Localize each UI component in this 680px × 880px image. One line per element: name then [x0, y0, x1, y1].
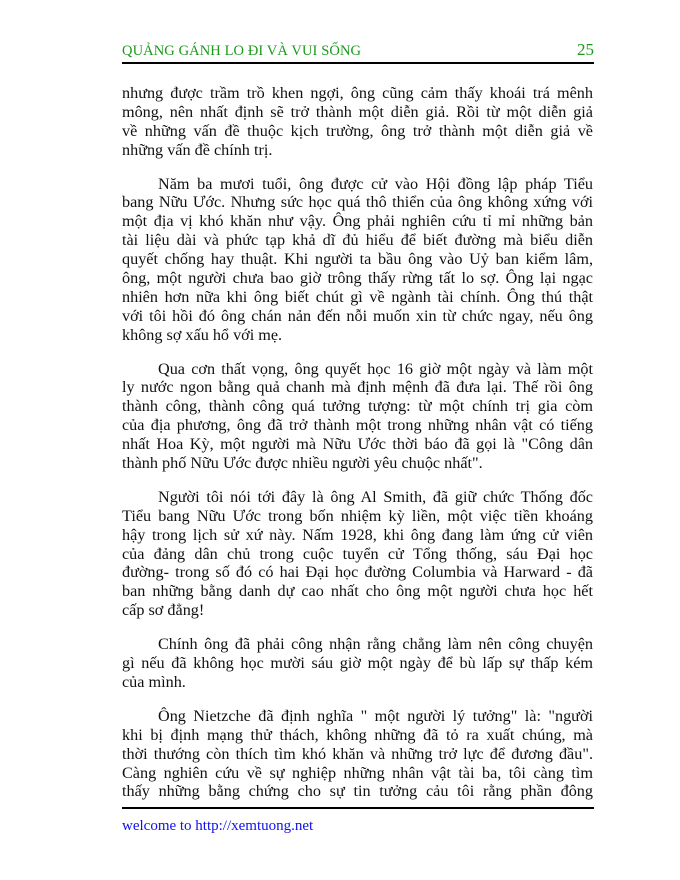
text-line: về những vấn đề thuộc kịch trường, ông trở thành một diễn giả về	[122, 121, 593, 140]
text-line: ly nước ngon bằng quả chanh mà định mệnh đã đưa lại. Thế rồi ông	[122, 378, 593, 397]
text-line: không sợ xấu hổ với mẹ.	[122, 325, 283, 344]
text-line: nhưng được trầm trồ khen ngợi, ông cũng cảm thấy khoái trá mênh	[122, 84, 593, 102]
text-line: của đảng dân chủ trong cuộc tuyển cử Tổng thống, sáu Đại học	[122, 544, 593, 563]
text-line: của địa phương, ông đã trở thành một trong những nhân vật có tiếng	[122, 416, 593, 435]
text-line: cấp sơ đẳng!	[122, 601, 205, 620]
text-line: tài liệu dài và phức tạp khả dĩ đủ hiểu để biết đường mà biểu diễn	[122, 231, 593, 250]
text-line: nhiên hơn nữa khi ông biết chút gì về ngành tài chính. Ông thú thật	[122, 287, 593, 306]
text-line: quyết chống hay thuật. Khi người ta bầu ông vào Uỷ ban kiểm lâm,	[122, 250, 593, 269]
text-line: Ông Nietzche đã định nghĩa " một người lý tưởng" là: "người	[158, 706, 593, 725]
footer-rule	[122, 807, 594, 809]
text-line: nhất Hoa Kỳ, một người mà Nữu Ước thời báo đã gọi là "Công dân	[122, 435, 593, 454]
text-line: bang Nữu Ước. Nhưng sức học quá thô thiển của ông không xứng với	[122, 193, 593, 212]
text-line: thấy những bằng chứng cho sự tin tưởng cảu tôi rằng phần đông	[122, 782, 593, 801]
text-line: với tôi hồi đó ông chán nản đến nỗi muốn xin từ chức ngay, nếu ông	[122, 306, 593, 325]
text-line: Người tôi nói tới đây là ông Al Smith, đã giữ chức Thống đốc	[158, 487, 593, 506]
text-line: Càng nghiên cứu về sự nghiệp những nhân vật tài ba, tôi càng tìm	[122, 763, 593, 782]
text-line: Chính ông đã phải công nhận rằng chẳng làm nên công chuyện	[158, 635, 593, 654]
text-line: ban những bằng danh dự cao nhất cho ông một người chưa học hết	[122, 582, 593, 601]
text-line: Qua cơn thất vọng, ông quyết học 16 giờ một ngày và làm một	[158, 359, 593, 378]
paragraph	[122, 707, 593, 801]
text-line: thành công, thành công quá tưởng tượng: từ một chính trị gia còm	[122, 397, 593, 416]
text-line: gì nếu đã không học mười sáu giờ một ngày để bù lấp sự thấp kém	[122, 654, 593, 673]
text-line: khi bị định mạng thử thách, không những đã tỏ ra xuất chúng, mà	[122, 725, 593, 744]
text-line: đường- trong số đó có hai Đại học đường Columbia và Harward - đã	[122, 563, 593, 582]
book-title: QUẢNG GÁNH LO ĐI VÀ VUI SỐNG	[122, 43, 362, 59]
body-text	[122, 84, 593, 816]
footer-link[interactable]: welcome to http://xemtuong.net	[122, 818, 314, 834]
text-line: Năm ba mươi tuổi, ông được cử vào Hội đồng lập pháp Tiểu	[158, 174, 593, 193]
text-line: hậy trong lịch sử xứ này. Nấm 1928, khi ông đang làm ứng cử viên	[122, 525, 593, 544]
text-line: thời thướng còn thích tìm khó khăn và những trở lực để đương đầu".	[122, 744, 593, 763]
paragraph	[122, 488, 593, 620]
paragraph	[122, 175, 593, 345]
text-line: Tiểu bang Nữu Ước trong bốn nhiệm kỳ liền, một việc tiền khoáng	[122, 506, 593, 525]
text-line: mông, nên nhất định sẽ trở thành một diễn giả. Rồi từ một diễn giả	[122, 102, 593, 121]
page-number: 25	[577, 40, 594, 59]
text-line: một địa vị khó khăn như vậy. Ông phải nghiên cứu tỉ mỉ những bản	[122, 212, 593, 231]
text-line: ông, một người chưa bao giờ trông thấy rừng tất lo sợ. Ông lại ngạc	[122, 269, 593, 288]
header-rule	[122, 62, 594, 64]
running-header	[122, 42, 594, 60]
text-line: những vấn đề chính trị.	[122, 140, 273, 159]
paragraph	[122, 360, 593, 473]
text-line: của mình.	[122, 672, 186, 691]
paragraph	[122, 84, 593, 160]
paragraph	[122, 635, 593, 692]
text-line: thành phố Nữu Ước được nhiều người yêu chuộc nhất".	[122, 454, 483, 473]
